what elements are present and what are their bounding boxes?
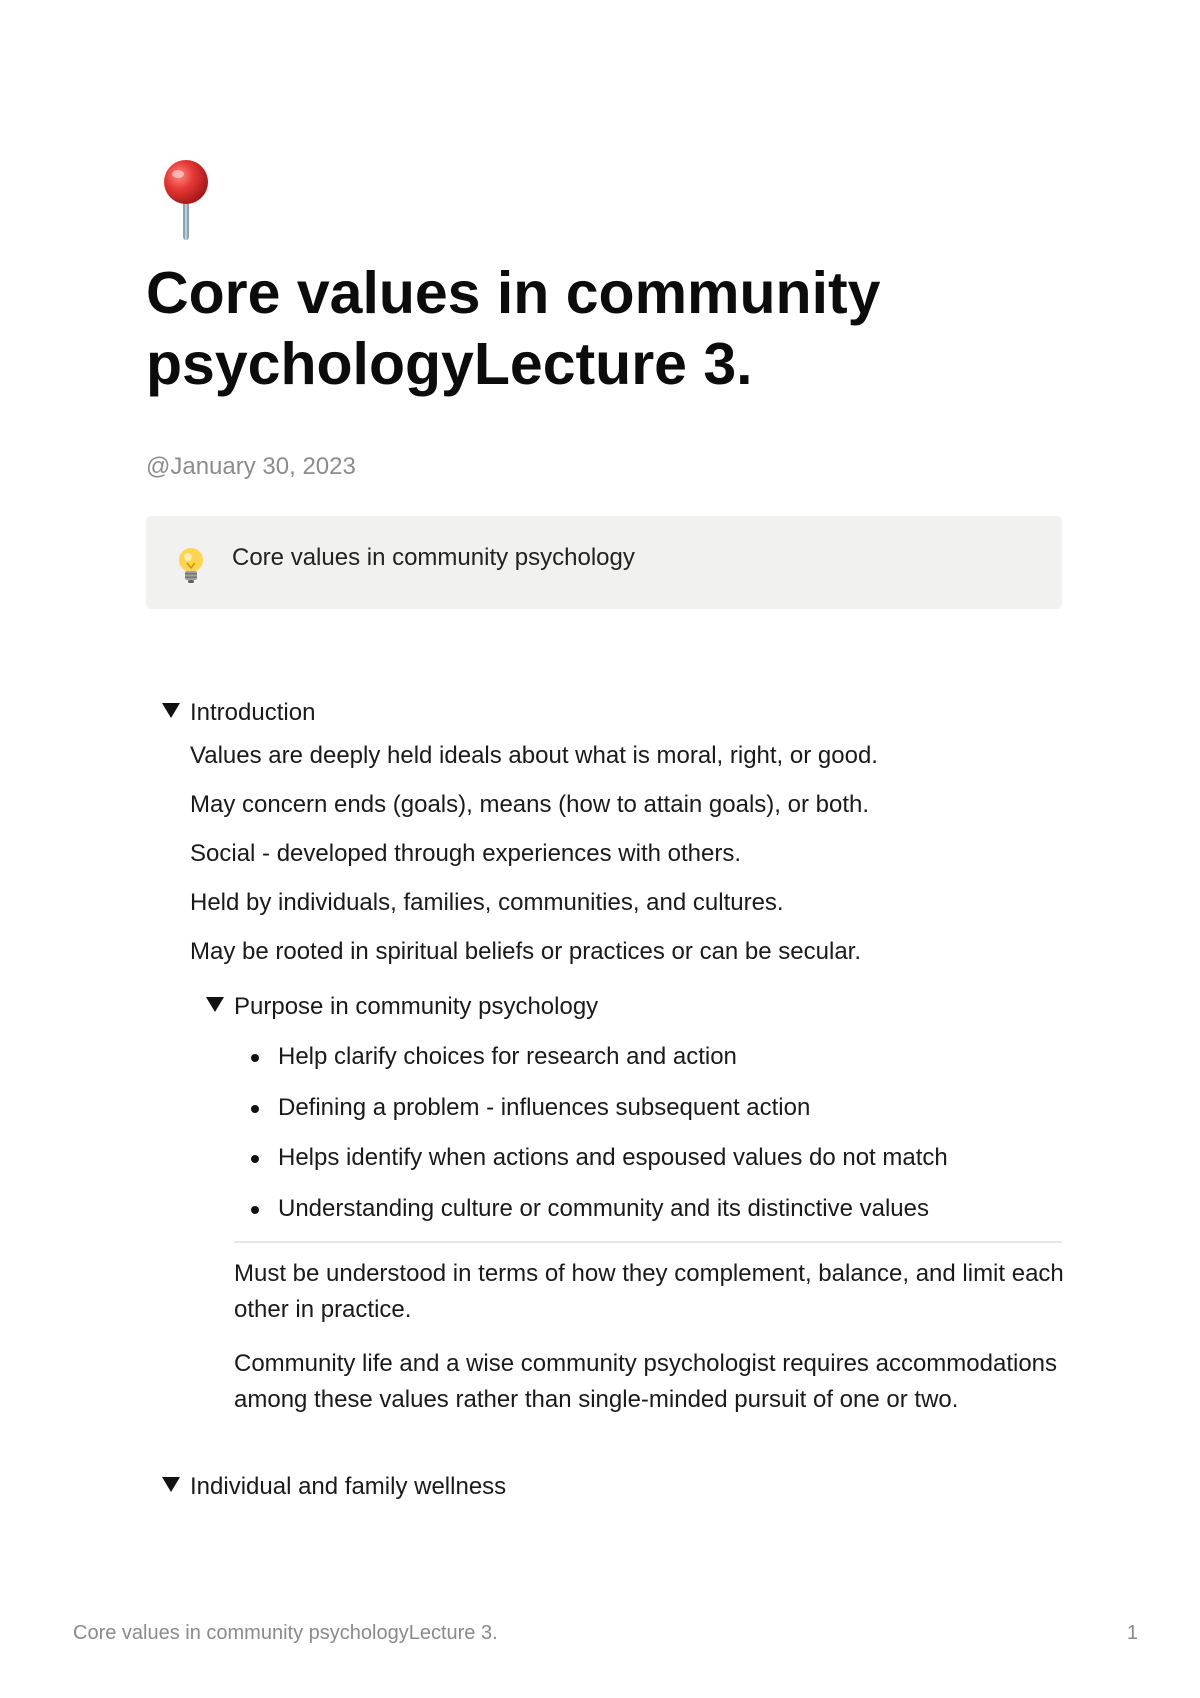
bullet-dot-icon: [251, 1206, 259, 1214]
bullet-dot-icon: [251, 1155, 259, 1163]
list-item: [278, 1194, 929, 1224]
footer-title: Core values in community psychologyLecture 3.: [73, 1622, 498, 1644]
list-item-text: Help clarify choices for research and action: [278, 1043, 737, 1070]
toggle-introduction[interactable]: [162, 698, 315, 728]
paragraph: Must be understood in terms of how they complement, balance, and limit each other in practice.: [234, 1260, 1064, 1323]
toggle-label: Purpose in community psychology: [234, 993, 599, 1020]
toggle-triangle-icon[interactable]: [162, 703, 180, 718]
list-item: [278, 1093, 810, 1123]
paragraph: Values are deeply held ideals about what is moral, right, or good.: [190, 742, 878, 769]
paragraph: Social - developed through experiences with others.: [190, 840, 741, 867]
callout-text: Core values in community psychology: [232, 544, 635, 571]
paragraph: May be rooted in spiritual beliefs or practices or can be secular.: [190, 938, 862, 965]
lightbulb-icon: [176, 546, 206, 586]
list-item-text: Defining a problem - influences subsequent action: [278, 1094, 811, 1121]
toggle-individual-family-wellness[interactable]: [162, 1472, 506, 1502]
toggle-triangle-icon[interactable]: [162, 1477, 180, 1492]
toggle-label: Introduction: [190, 699, 316, 726]
list-item: [278, 1143, 948, 1173]
list-item-text: Helps identify when actions and espoused values do not match: [278, 1144, 948, 1171]
callout: [146, 516, 1062, 609]
bullet-dot-icon: [251, 1054, 259, 1062]
paragraph: Community life and a wise community psychologist requires accommodations among these values rather than single-minded pursuit of one or two.: [234, 1350, 1058, 1413]
toggle-triangle-icon[interactable]: [206, 997, 224, 1012]
toggle-label: Individual and family wellness: [190, 1473, 507, 1500]
page-title: Core values in community psychologyLecture 3.: [146, 260, 881, 397]
page-date: @January 30, 2023: [146, 453, 356, 480]
paragraph: May concern ends (goals), means (how to attain goals), or both.: [190, 791, 870, 818]
toggle-purpose[interactable]: [206, 992, 598, 1022]
footer-page-number: 1: [1126, 1622, 1138, 1644]
round-pushpin-icon: [156, 158, 216, 242]
list-item-text: Understanding culture or community and its distinctive values: [278, 1195, 929, 1222]
paragraph: Held by individuals, families, communities, and cultures.: [190, 889, 784, 916]
bullet-dot-icon: [251, 1105, 259, 1113]
divider: [234, 1241, 1062, 1243]
list-item: [278, 1042, 737, 1072]
